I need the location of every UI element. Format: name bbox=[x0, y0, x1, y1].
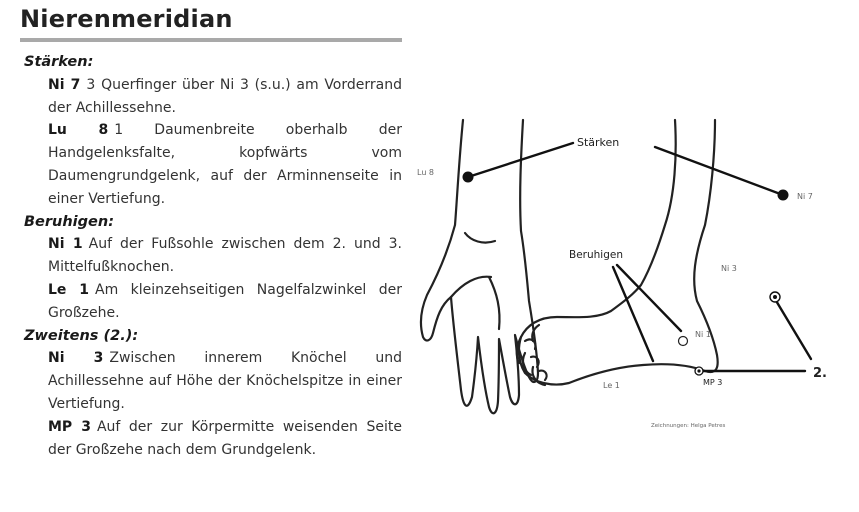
entry-lu8 bbox=[48, 119, 402, 210]
illustration-credit: Zeichnungen: Helga Petres bbox=[651, 423, 726, 429]
label-mp3: MP 3 bbox=[703, 378, 723, 387]
leader-zweitens-ni3 bbox=[775, 299, 811, 359]
point-text-mp3: Auf der zur Körpermitte weisenden Seite der Großzehe nach dem Grundgelenk. bbox=[48, 418, 402, 458]
point-label-ni1: Ni 1 bbox=[48, 236, 83, 253]
point-marker-ni1 bbox=[679, 337, 688, 346]
point-label-mp3: MP 3 bbox=[48, 418, 91, 435]
label-ni7: Ni 7 bbox=[797, 192, 813, 201]
section-heading-staerken: Stärken: bbox=[24, 54, 94, 70]
point-label-ni3: Ni 3 bbox=[48, 350, 104, 367]
section-staerken bbox=[24, 51, 408, 211]
point-marker-lu8 bbox=[463, 172, 474, 183]
point-text-le1: Am kleinzehseitigen Nagelfalzwinkel der Großzehe. bbox=[48, 281, 402, 321]
section-heading-zweitens: Zweitens (2.): bbox=[24, 327, 139, 344]
point-label-le1: Le 1 bbox=[48, 281, 89, 298]
entry-ni1 bbox=[48, 233, 402, 279]
illustration-labels bbox=[417, 136, 827, 429]
label-beruhigen: Beruhigen bbox=[569, 249, 623, 261]
entry-le1 bbox=[48, 279, 402, 325]
entry-ni7 bbox=[48, 74, 402, 120]
section-zweitens bbox=[24, 325, 408, 462]
entry-mp3 bbox=[48, 416, 402, 462]
leader-lines bbox=[468, 143, 811, 371]
acupoint-illustration bbox=[405, 105, 859, 445]
label-lu8: Lu 8 bbox=[417, 168, 435, 177]
point-text-ni1: Auf der Fußsohle zwischen dem 2. und 3. Mittelfußknochen. bbox=[48, 236, 402, 276]
label-zweitens: 2. bbox=[813, 366, 827, 381]
point-label-ni7: Ni 7 bbox=[48, 76, 81, 93]
title-underline bbox=[20, 38, 402, 42]
section-beruhigen bbox=[24, 211, 408, 325]
text-column bbox=[24, 51, 408, 461]
point-text-lu8: 1 Daumenbreite oberhalb der Handgelenksfalte, kopfwärts vom Daumengrundgelenk, auf der Arminnenseite in einer Vertiefung. bbox=[48, 122, 402, 207]
label-staerken: Stärken bbox=[577, 136, 620, 149]
page-title: Nierenmeridian bbox=[20, 5, 233, 33]
point-marker-ni3-center bbox=[773, 295, 777, 299]
point-marker-mp3-center bbox=[697, 369, 700, 372]
label-ni1: Ni 1 bbox=[695, 330, 711, 339]
point-text-ni3: Zwischen innerem Knöchel und Achillessehne auf Höhe der Knöchelspitze in einer Vertiefung. bbox=[48, 350, 402, 412]
point-marker-ni7 bbox=[778, 190, 789, 201]
point-text-ni7: 3 Querfinger über Ni 3 (s.u.) am Vorderrand der Achillessehne. bbox=[48, 76, 402, 116]
label-le1: Le 1 bbox=[603, 381, 620, 390]
label-ni3: Ni 3 bbox=[721, 264, 737, 273]
hand-drawing bbox=[421, 120, 538, 413]
section-heading-beruhigen: Beruhigen: bbox=[24, 213, 114, 230]
point-label-lu8: Lu 8 bbox=[48, 122, 109, 139]
entry-ni3 bbox=[48, 347, 402, 415]
